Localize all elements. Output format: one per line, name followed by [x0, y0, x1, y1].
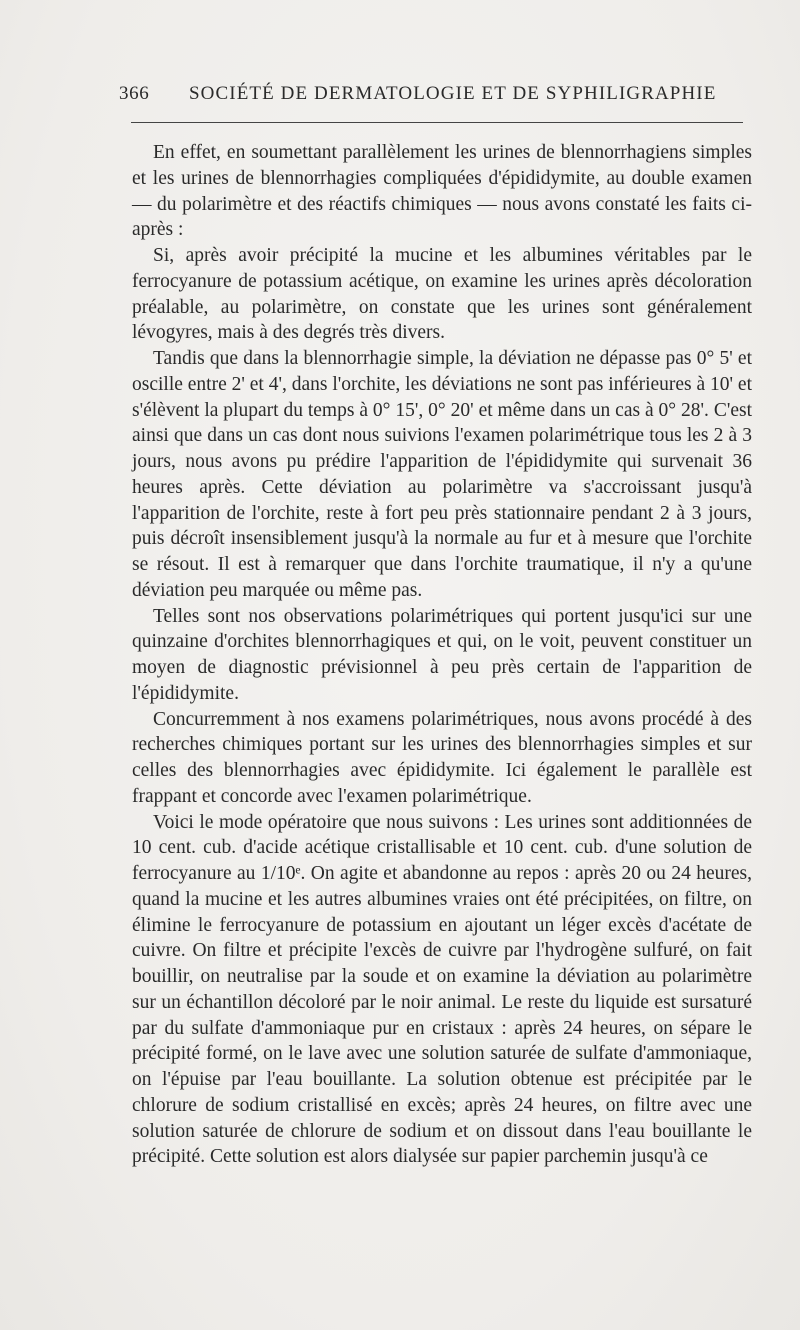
paragraph-4: Telles sont nos observations polarimétriques qui portent jusqu'ici sur une quinzaine d'orchites blennorrhagiques et qui, on le voit, peuvent constituer un moyen de diagnostic prévisionnel à peu près certain de l'apparition de l'épididymite. — [132, 605, 752, 704]
paragraph-5: Concurremment à nos examens polarimétriques, nous avons procédé à des recherches chimiques portant sur les urines des blennorrhagies simples et sur celles des blennorrhagies avec épididymite. Ici également le parallèle est frappant et concorde avec l'examen polarimétrique. — [132, 708, 752, 807]
paragraph-1: En effet, en soumettant parallèlement les urines de blennorrhagiens simples et les urines de blennorrhagies compliquées d'épididymite, au double examen — du polarimètre et des réactifs chimiques — nous avons constaté les faits ci-après : — [132, 142, 752, 241]
header-rule — [131, 122, 743, 123]
paragraph-2: Si, après avoir précipité la mucine et les albumines véritables par le ferrocyanure de potassium acétique, on examine les urines après décoloration préalable, au polarimètre, on constate que les urines sont généralement lévogyres, mais à des degrés très divers. — [132, 245, 752, 344]
running-head — [119, 83, 749, 113]
page-number: 366 — [119, 83, 150, 104]
running-title: SOCIÉTÉ DE DERMATOLOGIE ET DE SYPHILIGRAPHIE — [189, 83, 717, 104]
paragraph-6: Voici le mode opératoire que nous suivons : Les urines sont additionnées de 10 cent. cub. d'acide acétique cristallisable et 10 cent. cub. d'une solution de ferrocyanure au 1/10ᵉ. On agite et abandonne au repos : après 20 ou 24 heures, quand la mucine et les autres albumines vraies ont été précipitées, on filtre, on élimine le ferrocyanure de potassium en ajoutant un léger excès d'acétate de cuivre. On filtre et précipite l'excès de cuivre par l'hydrogène sulfuré, on fait bouillir, on neutralise par la soude et on examine la déviation au polarimètre sur un échantillon décoloré par le noir animal. Le reste du liquide est sursaturé par du sulfate d'ammoniaque pur en cristaux : après 24 heures, on sépare le précipité formé, on le lave avec une solution saturée de sulfate d'ammoniaque, on l'épuise par l'eau bouillante. La solution obtenue est précipitée par le chlorure de sodium cristallisé en excès; après 24 heures, on filtre avec une solution saturée de chlorure de sodium et on dissout dans l'eau bouillante le précipité. Cette solution est alors dialysée sur papier parchemin jusqu'à ce — [132, 811, 752, 1168]
paragraph-3: Tandis que dans la blennorrhagie simple, la déviation ne dépasse pas 0° 5' et oscille entre 2' et 4', dans l'orchite, les déviations ne sont pas inférieures à 10' et s'élèvent la plupart du temps à 0° 15', 0° 20' et même dans un cas à 0° 28'. C'est ainsi que dans un cas dont nous suivions l'examen polarimétrique tous les 2 à 3 jours, nous avons pu prédire l'apparition de l'épididymite qui survenait 36 heures après. Cette déviation au polarimètre va s'accroissant jusqu'à l'apparition de l'orchite, reste à fort peu près stationnaire pendant 2 à 3 jours, puis décroît insensiblement jusqu'à la normale au fur et à mesure que l'orchite se résout. Il est à remarquer que dans l'orchite traumatique, il n'y a qu'une déviation peu marquée ou même pas. — [132, 348, 752, 601]
body-text — [132, 140, 752, 1170]
